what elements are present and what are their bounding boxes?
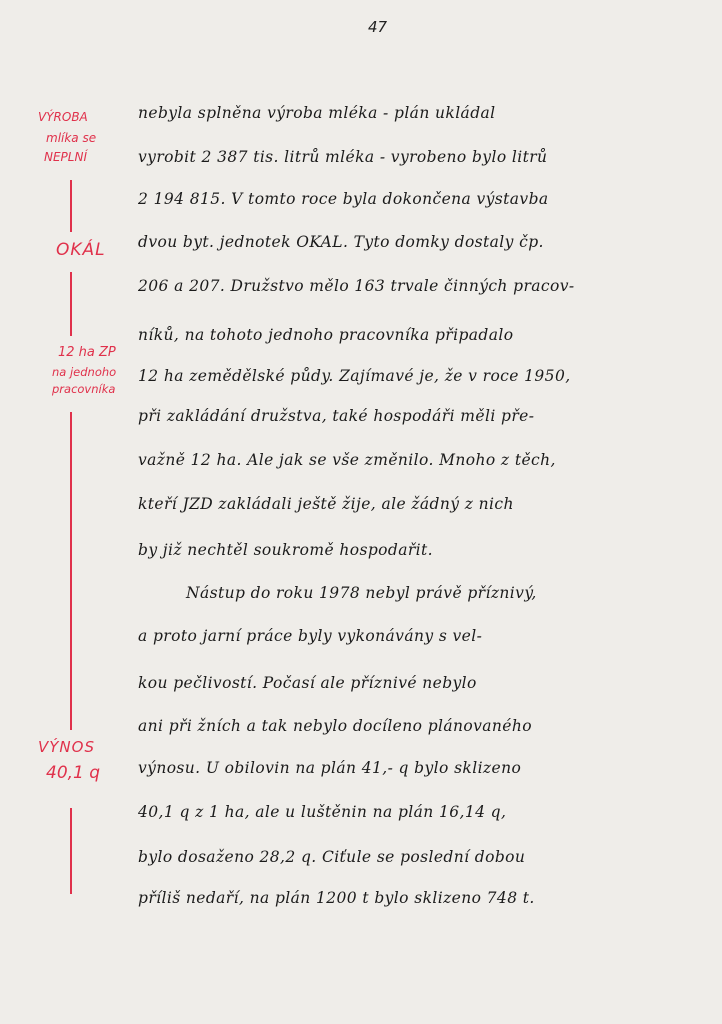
margin-note-line: VÝROBA	[38, 110, 88, 124]
margin-note-vynos	[38, 738, 100, 784]
text-line-1: nebyla splněna výroba mléka - plán ukládal	[138, 104, 496, 122]
page-number: 47	[368, 18, 388, 36]
text-line-18: bylo dosaženo 28,2 q. Ciťule se poslední dobou	[138, 848, 526, 866]
margin-note-12ha	[52, 345, 116, 396]
text-line-15: ani při žních a tak nebylo docíleno plánovaného	[138, 717, 532, 735]
text-line-13: a proto jarní práce byly vykonávány s vel-	[138, 627, 483, 645]
text-line-3: 2 194 815. V tomto roce byla dokončena výstavba	[138, 190, 549, 208]
text-line-4: dvou byt. jednotek OKAL. Tyto domky dostaly čp.	[138, 233, 544, 251]
margin-note-line: mlíka se	[46, 131, 97, 145]
text-line-12: Nástup do roku 1978 nebyl právě příznivý,	[186, 584, 537, 602]
text-line-8: při zakládání družstva, také hospodáři měli pře-	[138, 407, 535, 425]
margin-note-line: 12 ha ZP	[58, 345, 116, 360]
text-line-17: 40,1 q z 1 ha, ale u luštěnin na plán 16,14 q,	[138, 803, 507, 821]
margin-note-line: VÝNOS	[38, 738, 95, 756]
margin-note-line: na jednoho	[52, 365, 117, 380]
text-line-11: by již nechtěl soukromě hospodařit.	[138, 541, 433, 559]
text-line-9: važně 12 ha. Ale jak se vše změnilo. Mnoho z těch,	[138, 451, 556, 469]
margin-note-line: pracovníka	[52, 381, 116, 396]
margin-note-line: 40,1 q	[46, 762, 101, 783]
margin-note-line: OKÁL	[56, 240, 106, 260]
margin-note-okal	[56, 240, 106, 261]
text-line-2: vyrobit 2 387 tis. litrů mléka - vyrobeno bylo litrů	[138, 148, 548, 166]
text-line-5: 206 a 207. Družstvo mělo 163 trvale činných pracov-	[138, 277, 575, 295]
text-line-19: příliš nedaří, na plán 1200 t bylo sklizeno 748 t.	[138, 889, 535, 907]
text-line-14: kou pečlivostí. Počasí ale příznivé nebylo	[138, 674, 477, 692]
margin-rule-1	[70, 180, 72, 232]
margin-note-vyroba	[38, 110, 96, 165]
text-line-16: výnosu. U obilovin na plán 41,- q bylo sklizeno	[138, 759, 522, 777]
margin-rule-2	[70, 272, 72, 336]
text-line-10: kteří JZD zakládali ještě žije, ale žádný z nich	[138, 495, 514, 513]
margin-rule-3	[70, 412, 72, 730]
margin-rule-4	[70, 808, 72, 894]
text-line-6: níků, na tohoto jednoho pracovníka připadalo	[138, 326, 514, 344]
margin-note-line: NEPLNÍ	[44, 150, 87, 164]
text-line-7: 12 ha zemědělské půdy. Zajímavé je, že v roce 1950,	[138, 367, 571, 385]
